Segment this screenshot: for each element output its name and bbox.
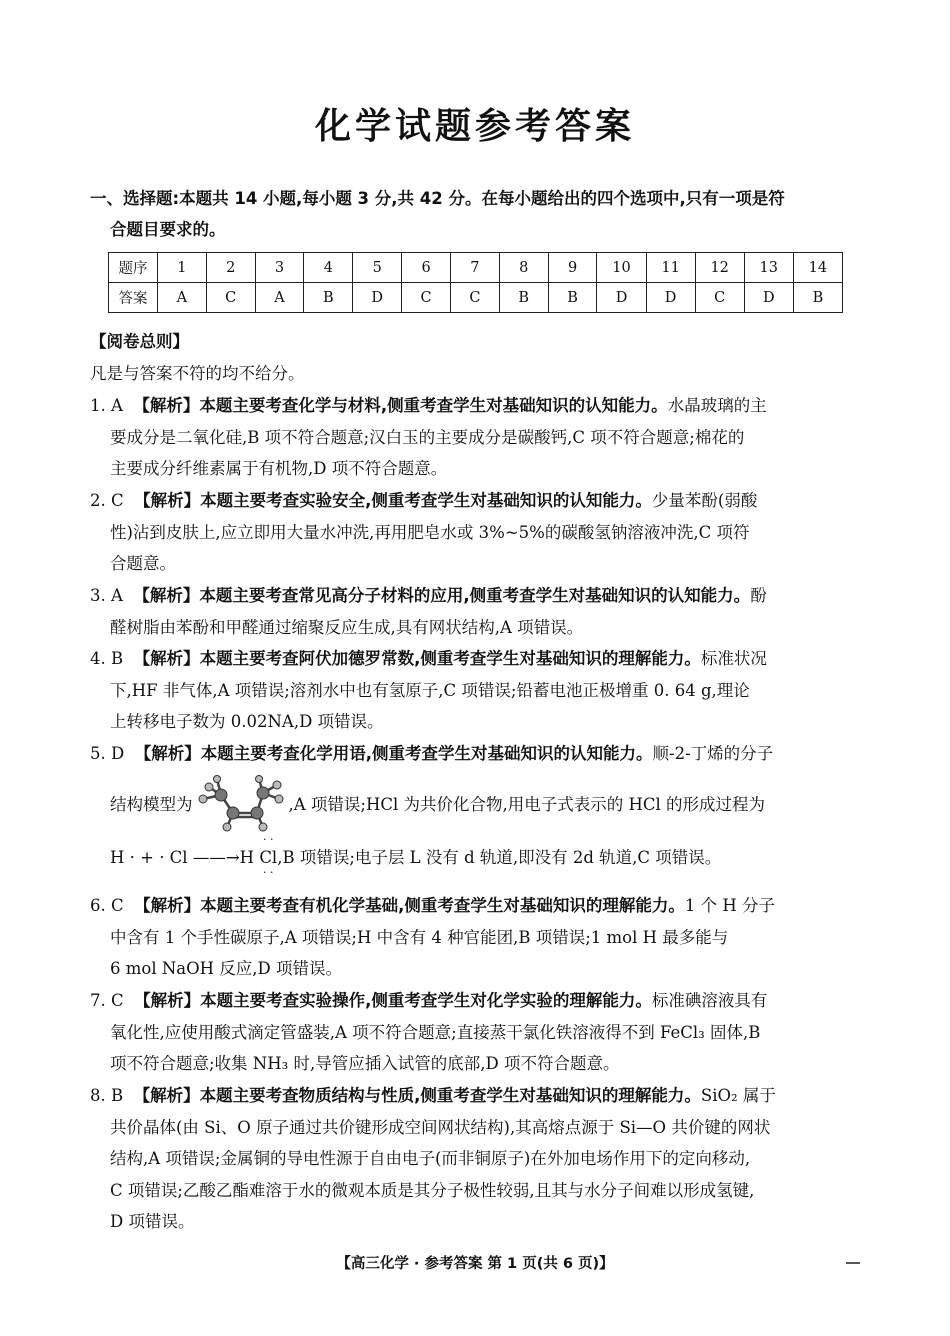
- answer-cell: D: [353, 283, 402, 313]
- answer-item-4: [90, 643, 865, 738]
- electron-formula-h: H: [239, 847, 255, 867]
- item-number: 8. B: [90, 1086, 124, 1105]
- answer-cell: C: [695, 283, 744, 313]
- section-heading: [90, 183, 870, 245]
- answer-cell: A: [157, 283, 206, 313]
- analysis-text: 水晶玻璃的主: [667, 396, 767, 415]
- grading-rules: [90, 326, 865, 389]
- analysis-text: ,B 项错误;电子层 L 没有 d 轨道,即没有 2d 轨道,C 项错误。: [277, 847, 722, 867]
- answer-cell: B: [793, 283, 842, 313]
- page-footer: 【高三化学 · 参考答案 第 1 页(共 6 页)】: [336, 1256, 614, 1272]
- analysis-text: 结构模型为: [110, 794, 193, 814]
- question-number: 10: [597, 253, 646, 283]
- analysis-heading: 【解析】本题主要考查实验安全,侧重考查学生对基础知识的认知能力。: [134, 491, 652, 510]
- item-number: 3. A: [90, 586, 123, 605]
- item-number: 5. D: [90, 744, 125, 763]
- item-number: 4. B: [90, 649, 124, 668]
- question-number: 4: [304, 253, 353, 283]
- answer-cell: C: [450, 283, 499, 313]
- question-number: 2: [206, 253, 255, 283]
- answer-cell: A: [255, 283, 304, 313]
- analysis-text: 下,HF 非气体,A 项错误;溶剂水中也有氢原子,C 项错误;铅蓄电池正极增重 0. 64 g,理论: [110, 680, 750, 700]
- analysis-text: D 项错误。: [110, 1212, 195, 1231]
- analysis-text: 性)沾到皮肤上,应立即用大量水冲洗,再用肥皂水或 3%~5%的碳酸氢钠溶液冲洗,C 项符: [110, 522, 750, 542]
- answer-cell: C: [206, 283, 255, 313]
- analysis-text: 上转移电子数为 0.02NA,D 项错误。: [110, 712, 384, 731]
- analysis-heading: 【解析】本题主要考查化学用语,侧重考查学生对基础知识的认知能力。: [134, 744, 653, 763]
- analysis-text: 主要成分纤维素属于有机物,D 项不符合题意。: [110, 459, 448, 478]
- analysis-text: 标准状况: [700, 649, 767, 668]
- question-number: 11: [646, 253, 695, 283]
- answer-cell: D: [744, 283, 793, 313]
- analysis-heading: 【解析】本题主要考查实验操作,侧重考查学生对化学实验的理解能力。: [134, 991, 652, 1010]
- section-heading-line1: 一、选择题:本题共 14 小题,每小题 3 分,共 42 分。在每小题给出的四个选项中,只有一项是符: [90, 189, 785, 208]
- grading-rules-heading: 【阅卷总则】: [90, 332, 189, 351]
- analysis-text: 醛树脂由苯酚和甲醛通过缩聚反应生成,具有网状结构,A 项错误。: [110, 617, 584, 637]
- item-number: 2. C: [90, 491, 124, 510]
- answer-cell: D: [597, 283, 646, 313]
- page-title: 化学试题参考答案: [314, 106, 635, 147]
- question-number: 13: [744, 253, 793, 283]
- row-label-number: 题序: [109, 253, 158, 283]
- analysis-text: 结构,A 项错误;金属铜的导电性源于自由电子(而非铜原子)在外加电场作用下的定向移动,: [110, 1149, 751, 1168]
- answer-cell: B: [548, 283, 597, 313]
- answer-cell: D: [646, 283, 695, 313]
- question-number: 8: [499, 253, 548, 283]
- answer-cell: B: [499, 283, 548, 313]
- analysis-text: 1 个 H 分子: [684, 896, 776, 915]
- answer-item-1: [90, 390, 865, 485]
- analysis-text: SiO₂ 属于: [700, 1086, 776, 1105]
- analysis-heading: 【解析】本题主要考查有机化学基础,侧重考查学生对基础知识的理解能力。: [134, 896, 685, 915]
- analysis-text: 要成分是二氧化硅,B 项不符合题意;汉白玉的主要成分是碳酸钙,C 项不符合题意;棉花的: [110, 427, 745, 447]
- question-number: 7: [450, 253, 499, 283]
- answer-cell: C: [402, 283, 451, 313]
- analysis-heading: 【解析】本题主要考查物质结构与性质,侧重考查学生对基础知识的理解能力。: [133, 1086, 701, 1105]
- question-number: 3: [255, 253, 304, 283]
- question-number: 1: [157, 253, 206, 283]
- answer-item-7: [90, 985, 865, 1080]
- answer-item-6: [90, 890, 865, 985]
- answer-cell: B: [304, 283, 353, 313]
- analysis-text: 合题意。: [110, 554, 176, 573]
- table-row-answers: [109, 283, 843, 313]
- answer-table: [108, 252, 843, 313]
- item-number: 1. A: [90, 396, 123, 415]
- section-heading-line2: 合题目要求的。: [110, 220, 226, 239]
- analysis-text: 中含有 1 个手性碳原子,A 项错误;H 中含有 4 种官能团,B 项错误;1 mol H 最多能与: [110, 927, 729, 947]
- reaction-arrow: ——→: [192, 847, 240, 867]
- analysis-heading: 【解析】本题主要考查化学与材料,侧重考查学生对基础知识的认知能力。: [133, 396, 668, 415]
- analysis-text: 酚: [750, 586, 767, 605]
- analysis-text: 6 mol NaOH 反应,D 项错误。: [110, 959, 342, 978]
- item-number: 7. C: [90, 991, 124, 1010]
- analysis-text: C 项错误;乙酸乙酯难溶于水的微观本质是其分子极性较弱,且其与水分子间难以形成氢键,: [110, 1180, 755, 1200]
- row-label-answer: 答案: [109, 283, 158, 313]
- electron-formula-reactants: H · + · Cl: [110, 847, 188, 867]
- question-number: 5: [353, 253, 402, 283]
- analysis-text: ,A 项错误;HCl 为共价化合物,用电子式表示的 HCl 的形成过程为: [288, 794, 766, 814]
- answer-item-2: [90, 485, 865, 580]
- answer-item-8: [90, 1080, 865, 1238]
- electron-formula-cl: · · Cl · ·: [259, 842, 277, 874]
- analysis-text: 项不符合题意;收集 NH₃ 时,导管应插入试管的底部,D 项不符合题意。: [110, 1054, 620, 1073]
- question-number: 9: [548, 253, 597, 283]
- analysis-heading: 【解析】本题主要考查阿伏加德罗常数,侧重考查学生对基础知识的理解能力。: [133, 649, 701, 668]
- answer-item-5: [90, 738, 865, 873]
- analysis-text: 共价晶体(由 Si、O 原子通过共价键形成空间网状结构),其高熔点源于 Si—O 共价键的网状: [110, 1117, 771, 1137]
- analysis-text: 顺-2-丁烯的分子: [652, 744, 774, 763]
- grading-rules-text: 凡是与答案不符的均不给分。: [90, 363, 305, 383]
- answer-item-3: [90, 580, 865, 643]
- question-number: 12: [695, 253, 744, 283]
- question-number: 6: [402, 253, 451, 283]
- corner-mark: [846, 1262, 860, 1264]
- item-number: 6. C: [90, 896, 124, 915]
- table-row-numbers: [109, 253, 843, 283]
- cis-2-butene-ball-stick-model: [195, 775, 287, 835]
- analysis-text: 标准碘溶液具有: [651, 991, 768, 1010]
- question-number: 14: [793, 253, 842, 283]
- analysis-heading: 【解析】本题主要考查常见高分子材料的应用,侧重考查学生对基础知识的认知能力。: [133, 586, 751, 605]
- analysis-text: 少量苯酚(弱酸: [651, 491, 758, 510]
- analysis-text: 氧化性,应使用酸式滴定管盛装,A 项不符合题意;直接蒸干氯化铁溶液得不到 FeCl₃ 固体,B: [110, 1022, 761, 1042]
